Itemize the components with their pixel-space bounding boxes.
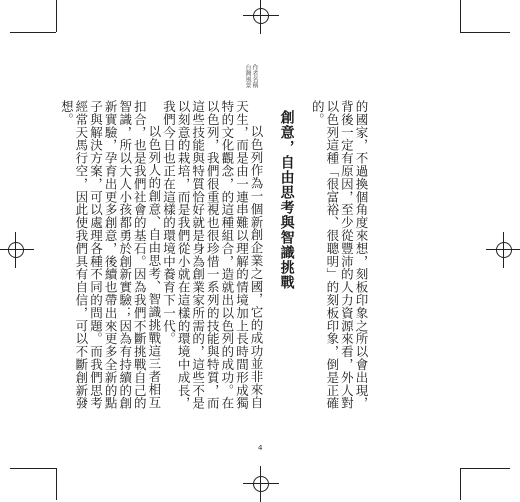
paragraph-2: 以色列人的創意、自由思考、智識挑戰這三者相互扣合，也是我們社會的基石。因為我們不斷挑戰自己的智識，所以大人小孩都勇於創新實驗；因為有持續的創新實驗，孕育出更多創意，後續也帶出來更多全新的點子與解決方案，可以處理各種不同的問題。而我們思考經常天馬行空，因此使我們具有自信，可以不斷創新發想。	[59, 100, 162, 410]
registration-mark-top	[251, 6, 271, 26]
crop-mark-bottom-right-v	[460, 468, 461, 500]
crop-mark-top-right-h	[460, 32, 510, 33]
crop-mark-bottom-right-h	[460, 468, 510, 469]
paragraph-1: 以色列作為一個新創企業之國，它的成功並非來自天生，而是由一連串難以理解的情境加上長時間形成獨特的文化觀念，的這種組合，造就出以色列的成功。在以色列，我們很重視也很珍惜一系列的技能與特質，而這些技能與特質恰好就是身為創業家所需的，這些不是以刻意的栽培，而是我們從小就在這樣的環境中成長，我們今日也正在這樣的環境中養育下一代。	[161, 100, 265, 410]
registration-mark-right	[494, 240, 514, 260]
crop-mark-bottom-left-v	[56, 468, 57, 500]
crop-mark-top-left-v	[56, 0, 57, 32]
running-head-line-1: 作者名稱	[251, 64, 258, 88]
crop-mark-bottom-left-h	[10, 468, 56, 469]
registration-mark-left	[6, 240, 26, 260]
running-head	[244, 64, 258, 88]
body-text	[59, 100, 368, 418]
registration-mark-bottom	[251, 474, 271, 494]
running-head-line-2: 台灣風景	[244, 64, 251, 88]
section-heading: 創意，自由思考與智識挑戰	[278, 110, 295, 290]
page-number: 4	[258, 444, 263, 452]
paragraph-top: 的國家，不過換個角度來想，刻板印象之所以會出現，背後一定有原因，至少從豐沛的人力資源來看，外人對以色列這種「很富裕、很聰明」的刻板印象，倒是正確的。	[310, 100, 369, 410]
crop-mark-top-right-v	[460, 0, 461, 32]
crop-mark-top-left-h	[10, 32, 56, 33]
